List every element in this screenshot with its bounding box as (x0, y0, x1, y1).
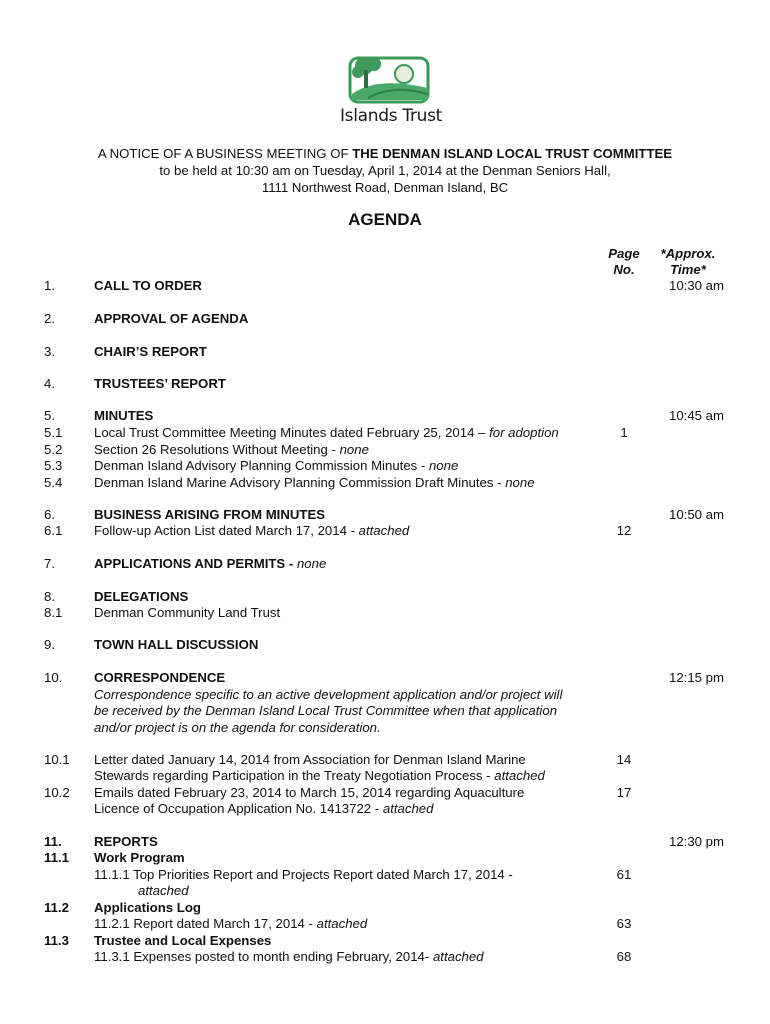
item-heading: TOWN HALL DISCUSSION (94, 637, 259, 652)
subitem-text: Denman Island Marine Advisory Planning Commission Draft Minutes - none (94, 475, 535, 490)
item-heading: REPORTS (94, 834, 158, 849)
page-number: 68 (616, 949, 632, 964)
subitem-text: Denman Community Land Trust (94, 605, 281, 620)
item-number: 7. (44, 556, 55, 571)
subitem-number: 6.1 (44, 523, 63, 538)
page-number: 63 (616, 916, 632, 931)
page-number: 61 (616, 867, 632, 882)
item-number: 9. (44, 637, 55, 652)
item-heading: MINUTES (94, 408, 154, 423)
subitem-text-cont: Licence of Occupation Application No. 1413722 - attached (94, 801, 434, 816)
page-number: 1 (620, 425, 628, 440)
item-number: 3. (44, 344, 55, 359)
time-column-header: *Approx. Time* (660, 246, 716, 277)
item-number: 6. (44, 507, 55, 522)
notice-line-1 (0, 145, 770, 162)
item-time: 10:30 am (669, 278, 724, 293)
item-heading: CHAIR’S REPORT (94, 344, 207, 359)
subitem-number: 10.1 (44, 752, 70, 767)
subitem-number: 5.4 (44, 475, 63, 490)
page-number: 12 (616, 523, 632, 538)
subitem-text: Section 26 Resolutions Without Meeting - none (94, 442, 369, 457)
notice-line-3: 1111 Northwest Road, Denman Island, BC (261, 180, 509, 195)
subsubitem-note: attached (138, 883, 189, 898)
item-number: 10. (44, 670, 63, 685)
correspondence-note-line-3: and/or project is on the agenda for consideration. (94, 720, 381, 735)
subitem-number: 5.1 (44, 425, 63, 440)
subitem-text: Follow-up Action List dated March 17, 2014 - attached (94, 523, 410, 538)
item-number: 8. (44, 589, 55, 604)
subitem-text: Emails dated February 23, 2014 to March 15, 2014 regarding Aquaculture (94, 785, 525, 800)
agenda-title: AGENDA (348, 210, 422, 229)
notice-prefix: A NOTICE OF A BUSINESS MEETING OF (97, 146, 353, 161)
subitem-number: 5.2 (44, 442, 63, 457)
item-time: 12:15 pm (669, 670, 724, 685)
subsubitem-text: 11.3.1 Expenses posted to month ending February, 2014- attached (94, 949, 484, 964)
subitem-text: Local Trust Committee Meeting Minutes dated February 25, 2014 – for adoption (94, 425, 559, 440)
subitem-number: 11.2 (44, 900, 69, 915)
correspondence-note-line-1: Correspondence specific to an active development application and/or project will (94, 687, 563, 702)
item-heading: TRUSTEES’ REPORT (94, 376, 226, 391)
item-number: 2. (44, 311, 55, 326)
item-heading: DELEGATIONS (94, 589, 189, 604)
subitem-text: Denman Island Advisory Planning Commission Minutes - none (94, 458, 459, 473)
subitem-heading: Applications Log (94, 900, 201, 915)
subitem-number: 10.2 (44, 785, 70, 800)
page-number: 17 (616, 785, 632, 800)
item-time: 10:45 am (669, 408, 724, 423)
subitem-number: 5.3 (44, 458, 63, 473)
correspondence-note-line-2: be received by the Denman Island Local Trust Committee when that application (94, 703, 558, 718)
subitem-heading: Trustee and Local Expenses (94, 933, 272, 948)
subitem-heading: Work Program (94, 850, 185, 865)
subsubitem-text: 11.1.1 Top Priorities Report and Projects Report dated March 17, 2014 - (94, 867, 513, 882)
item-heading: CORRESPONDENCE (94, 670, 226, 685)
item-number: 1. (44, 278, 55, 293)
subitem-number: 11.3 (44, 933, 69, 948)
logo-text: Islands Trust (339, 106, 443, 126)
islands-trust-logo (330, 54, 452, 130)
subitem-text-cont: Stewards regarding Participation in the Treaty Negotiation Process - attached (94, 768, 545, 783)
item-number: 11. (44, 834, 62, 849)
item-heading: APPROVAL OF AGENDA (94, 311, 249, 326)
subsubitem-text: 11.2.1 Report dated March 17, 2014 - attached (94, 916, 368, 931)
item-time: 12:30 pm (669, 834, 724, 849)
item-time: 10:50 am (669, 507, 724, 522)
item-number: 4. (44, 376, 55, 391)
item-heading: BUSINESS ARISING FROM MINUTES (94, 507, 326, 522)
islands-trust-emblem-icon (348, 54, 430, 106)
subitem-text: Letter dated January 14, 2014 from Association for Denman Island Marine (94, 752, 526, 767)
item-heading: APPLICATIONS AND PERMITS - none (94, 556, 327, 571)
page-number: 14 (616, 752, 632, 767)
item-number: 5. (44, 408, 55, 423)
subitem-number: 8.1 (44, 605, 63, 620)
committee-name: THE DENMAN ISLAND LOCAL TRUST COMMITTEE (352, 146, 673, 161)
subitem-number: 11.1 (44, 850, 69, 865)
notice-line-2: to be held at 10:30 am on Tuesday, April 1, 2014 at the Denman Seniors Hall, (159, 163, 611, 178)
page-column-header: Page No. (608, 246, 640, 277)
item-heading: CALL TO ORDER (94, 278, 202, 293)
